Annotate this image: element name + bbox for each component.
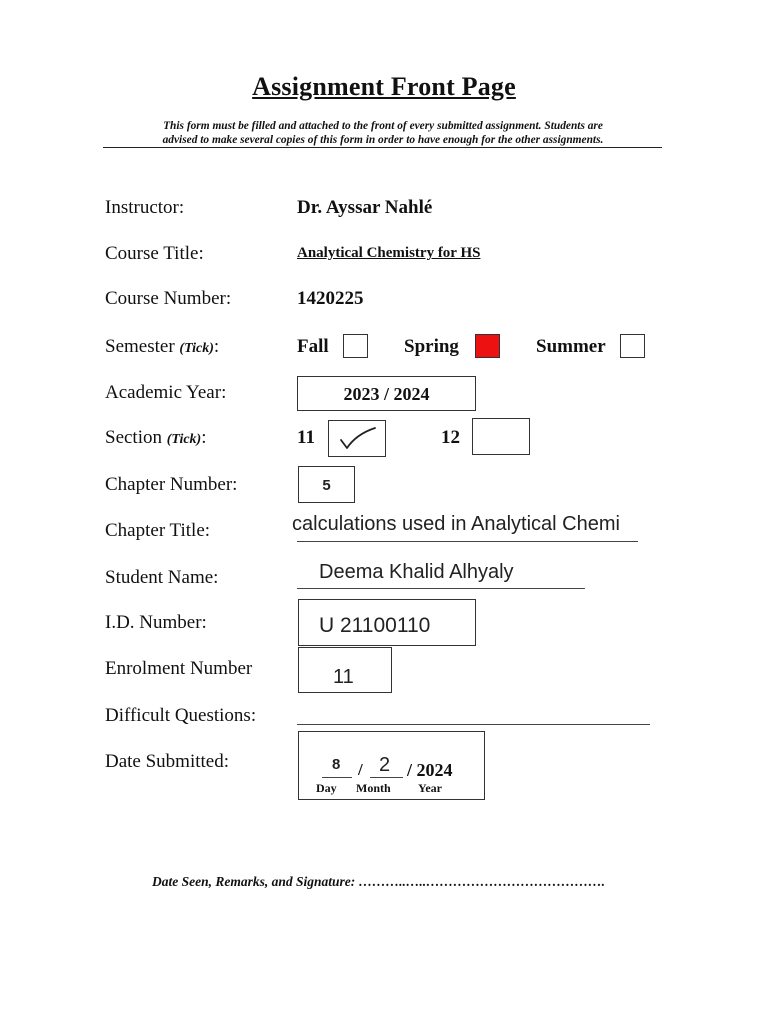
notice-line-2: advised to make several copies of this form in order to have enough for the other assignments. (162, 134, 604, 146)
semester-option-summer-label: Summer (536, 336, 606, 357)
semester-spring-checkbox[interactable] (475, 334, 500, 358)
section-option-12-label: 12 (441, 427, 460, 448)
date-caption-day: Day (316, 781, 337, 795)
semester-label-colon: : (213, 336, 220, 357)
chapter-number-label: Chapter Number: (105, 474, 238, 495)
chapter-title-value[interactable]: calculations used in Analytical Chemi (292, 513, 620, 535)
difficult-questions-label: Difficult Questions: (105, 705, 257, 726)
date-month-underline (370, 777, 403, 778)
enrolment-number-value: 11 (333, 666, 354, 688)
enrolment-number-field[interactable] (298, 647, 392, 693)
remarks-signature-line: Date Seen, Remarks, and Signature: ………..…..…………………………………. (152, 874, 606, 889)
date-caption-month: Month (356, 781, 391, 795)
id-number-label: I.D. Number: (105, 612, 207, 633)
enrolment-number-label: Enrolment Number (105, 658, 253, 679)
header-divider (103, 147, 662, 148)
semester-option-fall-label: Fall (297, 336, 329, 357)
chapter-number-field[interactable] (298, 466, 355, 503)
course-number-value: 1420225 (297, 288, 364, 309)
semester-fall-checkbox[interactable] (343, 334, 368, 358)
date-year-value: / 2024 (407, 760, 453, 780)
section-label-note: (Tick) (166, 432, 202, 447)
semester-label-text: Semester (105, 336, 175, 357)
id-number-value: U 21100110 (319, 614, 431, 637)
date-month-value[interactable]: 2 (379, 754, 391, 776)
date-day-value[interactable]: 8 (332, 756, 341, 773)
section-label-colon: : (201, 427, 207, 448)
section-12-checkbox[interactable] (472, 418, 530, 455)
course-title-value: Analytical Chemistry for HS (297, 245, 481, 261)
academic-year-label: Academic Year: (105, 382, 227, 403)
instructor-value: Dr. Ayssar Nahlé (297, 197, 433, 218)
date-caption-year: Year (418, 781, 442, 795)
course-title-label: Course Title: (105, 243, 204, 264)
semester-label (105, 336, 219, 358)
section-label (105, 427, 207, 449)
id-number-field[interactable] (298, 599, 476, 646)
academic-year-value: 2023 / 2024 (343, 384, 430, 404)
form-notice (104, 119, 662, 147)
date-submitted-field (298, 731, 485, 800)
checkmark-icon (329, 421, 387, 458)
semester-option-spring-label: Spring (404, 336, 459, 357)
date-separator: / (358, 760, 363, 779)
student-name-underline (297, 588, 585, 589)
instructor-label: Instructor: (105, 197, 185, 218)
section-option-11-label: 11 (297, 427, 315, 448)
semester-summer-checkbox[interactable] (620, 334, 645, 358)
course-number-label: Course Number: (105, 288, 232, 309)
semester-label-note: (Tick) (179, 341, 214, 356)
student-name-value[interactable]: Deema Khalid Alhyaly (319, 561, 514, 583)
notice-line-1: This form must be filled and attached to the front of every submitted assignment. Students are (163, 120, 603, 132)
date-day-underline (322, 777, 352, 778)
academic-year-field[interactable] (297, 376, 476, 411)
page-title: Assignment Front Page (252, 72, 516, 101)
chapter-title-label: Chapter Title: (105, 520, 211, 541)
section-label-text: Section (105, 427, 162, 448)
difficult-questions-line[interactable] (297, 724, 650, 725)
student-name-label: Student Name: (105, 567, 219, 588)
chapter-number-value: 5 (322, 477, 331, 494)
section-11-checkbox[interactable] (328, 420, 386, 457)
chapter-title-underline (297, 541, 638, 542)
date-submitted-label: Date Submitted: (105, 751, 230, 772)
